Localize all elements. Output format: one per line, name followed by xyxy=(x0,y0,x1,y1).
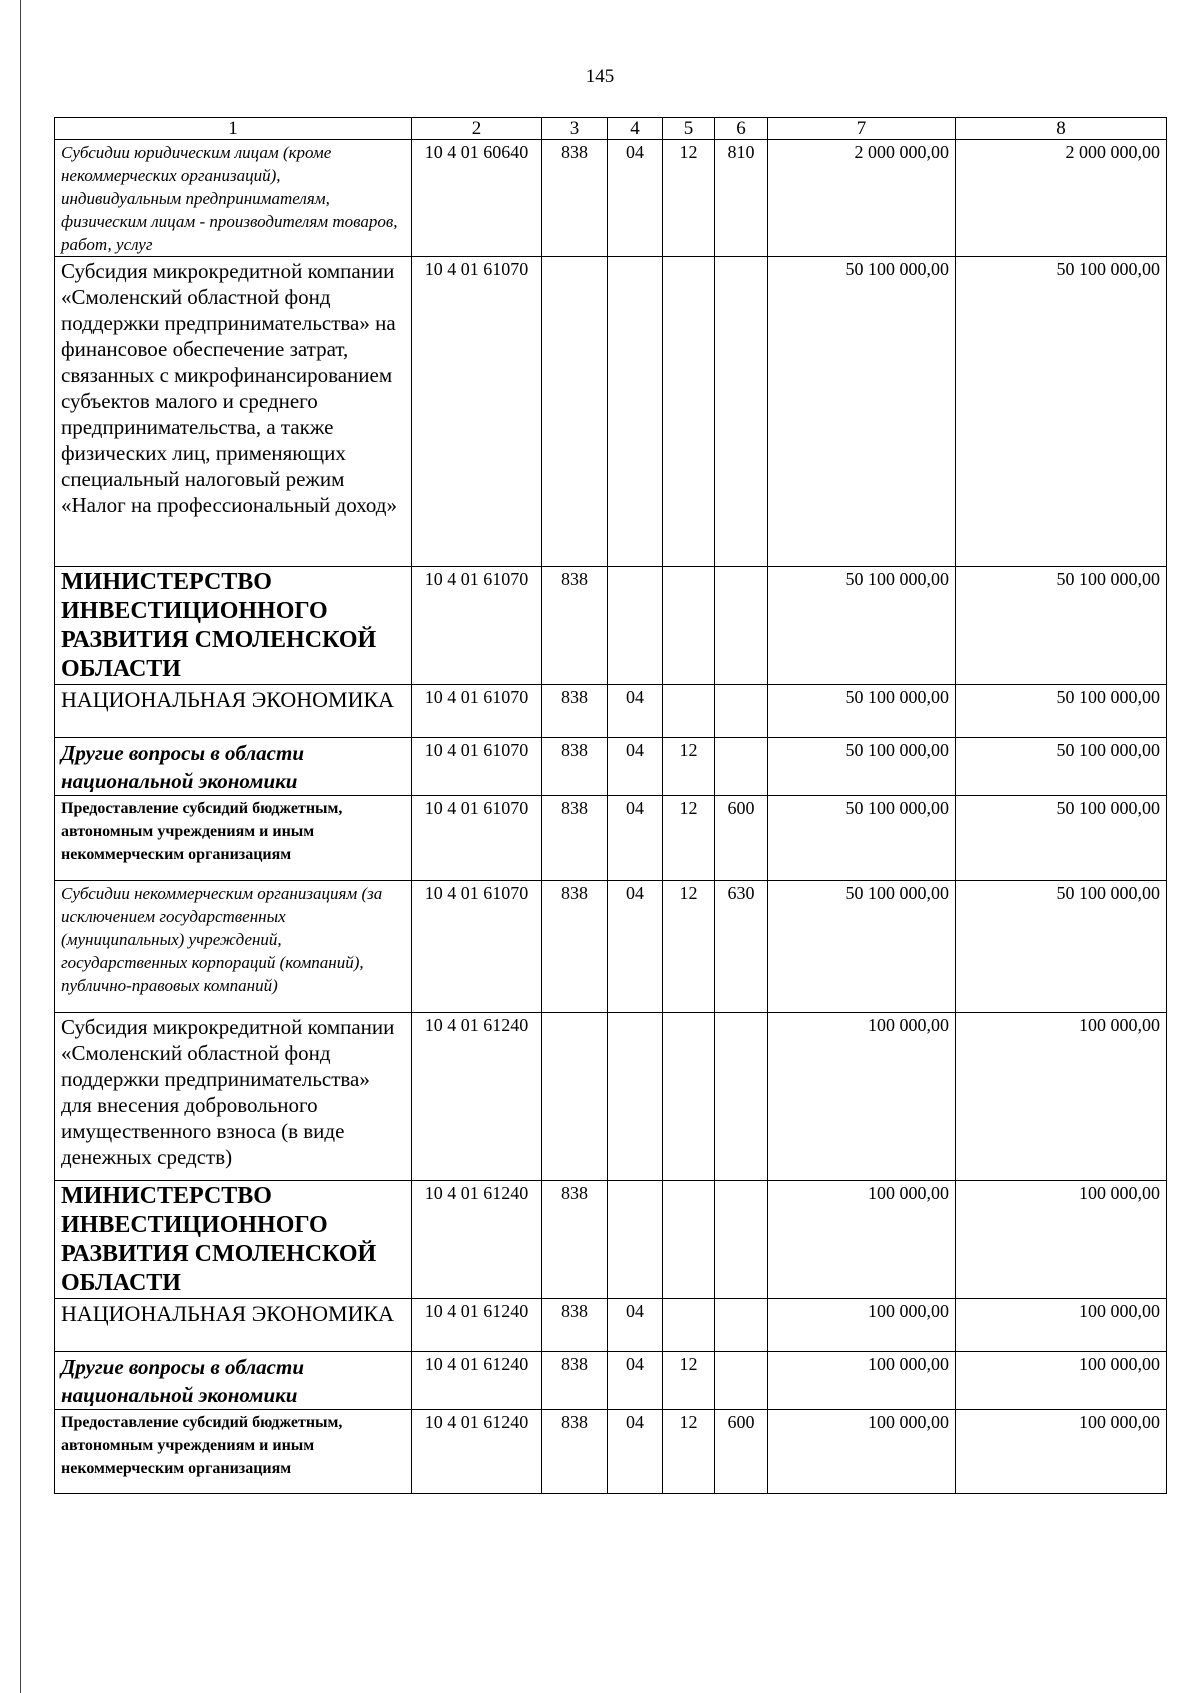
expense-type-code xyxy=(715,685,768,738)
table-row xyxy=(55,738,1167,796)
amount-year-1: 100 000,00 xyxy=(768,1410,956,1494)
subsection-code xyxy=(663,1013,715,1181)
amount-year-2: 50 100 000,00 xyxy=(956,257,1167,567)
target-article-code: 10 4 01 61070 xyxy=(412,738,542,796)
section-code xyxy=(608,1013,663,1181)
table-row xyxy=(55,881,1167,1013)
expense-type-code xyxy=(715,567,768,685)
table-row xyxy=(55,796,1167,881)
target-article-code: 10 4 01 60640 xyxy=(412,140,542,257)
subsection-code xyxy=(663,1299,715,1352)
expense-type-code xyxy=(715,1352,768,1410)
page-number: 145 xyxy=(585,66,615,87)
target-article-code: 10 4 01 61070 xyxy=(412,796,542,881)
table-row xyxy=(55,685,1167,738)
table-row xyxy=(55,1299,1167,1352)
amount-year-1: 50 100 000,00 xyxy=(768,685,956,738)
section-code: 04 xyxy=(608,738,663,796)
ministry-code xyxy=(542,257,608,567)
section-code: 04 xyxy=(608,881,663,1013)
ministry-code: 838 xyxy=(542,1410,608,1494)
row-name-cell: НАЦИОНАЛЬНАЯ ЭКОНОМИКА xyxy=(55,1299,412,1352)
section-code xyxy=(608,567,663,685)
amount-year-1: 50 100 000,00 xyxy=(768,796,956,881)
expense-type-code xyxy=(715,738,768,796)
amount-year-2: 50 100 000,00 xyxy=(956,567,1167,685)
ministry-code: 838 xyxy=(542,140,608,257)
amount-year-1: 50 100 000,00 xyxy=(768,738,956,796)
budget-table xyxy=(54,117,1167,1494)
row-name-cell: Субсидия микрокредитной компании «Смоленский областной фонд поддержки предпринимательства» на финансовое обеспечение затрат, связанных с микрофинансированием субъектов малого и среднего предпринимательства, а также физических лиц, применяющих специальный налоговый режим «Налог на профессиональный доход» xyxy=(55,257,412,567)
ministry-code: 838 xyxy=(542,1352,608,1410)
table-row xyxy=(55,1352,1167,1410)
section-code: 04 xyxy=(608,1352,663,1410)
row-name-cell: Предоставление субсидий бюджетным, автономным учреждениям и иным некоммерческим организациям xyxy=(55,796,412,881)
expense-type-code: 810 xyxy=(715,140,768,257)
amount-year-1: 50 100 000,00 xyxy=(768,567,956,685)
target-article-code: 10 4 01 61070 xyxy=(412,257,542,567)
ministry-code xyxy=(542,1013,608,1181)
subsection-code: 12 xyxy=(663,1410,715,1494)
ministry-code: 838 xyxy=(542,796,608,881)
expense-type-code xyxy=(715,1013,768,1181)
row-name-cell: МИНИСТЕРСТВО ИНВЕСТИЦИОННОГО РАЗВИТИЯ СМОЛЕНСКОЙ ОБЛАСТИ xyxy=(55,1181,412,1299)
table-row xyxy=(55,1013,1167,1181)
amount-year-2: 50 100 000,00 xyxy=(956,738,1167,796)
ministry-code: 838 xyxy=(542,738,608,796)
section-code: 04 xyxy=(608,140,663,257)
section-code xyxy=(608,1181,663,1299)
amount-year-1: 2 000 000,00 xyxy=(768,140,956,257)
section-code: 04 xyxy=(608,1299,663,1352)
amount-year-2: 100 000,00 xyxy=(956,1410,1167,1494)
amount-year-2: 100 000,00 xyxy=(956,1299,1167,1352)
expense-type-code: 600 xyxy=(715,1410,768,1494)
ministry-code: 838 xyxy=(542,685,608,738)
target-article-code: 10 4 01 61240 xyxy=(412,1352,542,1410)
column-header: 4 xyxy=(608,118,663,140)
table-row xyxy=(55,257,1167,567)
column-header: 8 xyxy=(956,118,1167,140)
amount-year-1: 50 100 000,00 xyxy=(768,881,956,1013)
expense-type-code: 600 xyxy=(715,796,768,881)
ministry-code: 838 xyxy=(542,1299,608,1352)
column-header: 3 xyxy=(542,118,608,140)
table-row xyxy=(55,567,1167,685)
amount-year-1: 50 100 000,00 xyxy=(768,257,956,567)
amount-year-2: 50 100 000,00 xyxy=(956,881,1167,1013)
amount-year-2: 50 100 000,00 xyxy=(956,685,1167,738)
expense-type-code xyxy=(715,1181,768,1299)
target-article-code: 10 4 01 61240 xyxy=(412,1299,542,1352)
column-header: 2 xyxy=(412,118,542,140)
subsection-code xyxy=(663,685,715,738)
subsection-code: 12 xyxy=(663,1352,715,1410)
amount-year-1: 100 000,00 xyxy=(768,1013,956,1181)
subsection-code xyxy=(663,1181,715,1299)
ministry-code: 838 xyxy=(542,1181,608,1299)
subsection-code: 12 xyxy=(663,796,715,881)
table-row xyxy=(55,1181,1167,1299)
amount-year-2: 100 000,00 xyxy=(956,1013,1167,1181)
amount-year-2: 2 000 000,00 xyxy=(956,140,1167,257)
row-name-cell: Предоставление субсидий бюджетным, автономным учреждениям и иным некоммерческим организациям xyxy=(55,1410,412,1494)
left-margin-line xyxy=(20,0,21,1693)
column-header: 1 xyxy=(55,118,412,140)
expense-type-code: 630 xyxy=(715,881,768,1013)
amount-year-2: 100 000,00 xyxy=(956,1352,1167,1410)
column-header: 7 xyxy=(768,118,956,140)
section-code: 04 xyxy=(608,685,663,738)
amount-year-2: 50 100 000,00 xyxy=(956,796,1167,881)
row-name-cell: Другие вопросы в области национальной экономики xyxy=(55,738,412,796)
target-article-code: 10 4 01 61070 xyxy=(412,685,542,738)
table-row xyxy=(55,1410,1167,1494)
target-article-code: 10 4 01 61240 xyxy=(412,1181,542,1299)
target-article-code: 10 4 01 61070 xyxy=(412,881,542,1013)
expense-type-code xyxy=(715,1299,768,1352)
subsection-code xyxy=(663,257,715,567)
target-article-code: 10 4 01 61070 xyxy=(412,567,542,685)
subsection-code: 12 xyxy=(663,738,715,796)
section-code: 04 xyxy=(608,796,663,881)
amount-year-2: 100 000,00 xyxy=(956,1181,1167,1299)
subsection-code xyxy=(663,567,715,685)
ministry-code: 838 xyxy=(542,567,608,685)
amount-year-1: 100 000,00 xyxy=(768,1352,956,1410)
expense-type-code xyxy=(715,257,768,567)
row-name-cell: Другие вопросы в области национальной экономики xyxy=(55,1352,412,1410)
header-row xyxy=(55,118,1167,140)
section-code: 04 xyxy=(608,1410,663,1494)
row-name-cell: Субсидии некоммерческим организациям (за исключением государственных (муниципальных) учреждений, государственных корпораций (компаний), публично-правовых компаний) xyxy=(55,881,412,1013)
target-article-code: 10 4 01 61240 xyxy=(412,1013,542,1181)
subsection-code: 12 xyxy=(663,140,715,257)
subsection-code: 12 xyxy=(663,881,715,1013)
table-row xyxy=(55,140,1167,257)
target-article-code: 10 4 01 61240 xyxy=(412,1410,542,1494)
column-header: 6 xyxy=(715,118,768,140)
row-name-cell: Субсидия микрокредитной компании «Смоленский областной фонд поддержки предпринимательства» для внесения добровольного имущественного взноса (в виде денежных средств) xyxy=(55,1013,412,1181)
section-code xyxy=(608,257,663,567)
row-name-cell: НАЦИОНАЛЬНАЯ ЭКОНОМИКА xyxy=(55,685,412,738)
row-name-cell: МИНИСТЕРСТВО ИНВЕСТИЦИОННОГО РАЗВИТИЯ СМОЛЕНСКОЙ ОБЛАСТИ xyxy=(55,567,412,685)
ministry-code: 838 xyxy=(542,881,608,1013)
amount-year-1: 100 000,00 xyxy=(768,1181,956,1299)
amount-year-1: 100 000,00 xyxy=(768,1299,956,1352)
row-name-cell: Субсидии юридическим лицам (кроме некоммерческих организаций), индивидуальным предпринимателям, физическим лицам - производителям товаров, работ, услуг xyxy=(55,140,412,257)
column-header: 5 xyxy=(663,118,715,140)
